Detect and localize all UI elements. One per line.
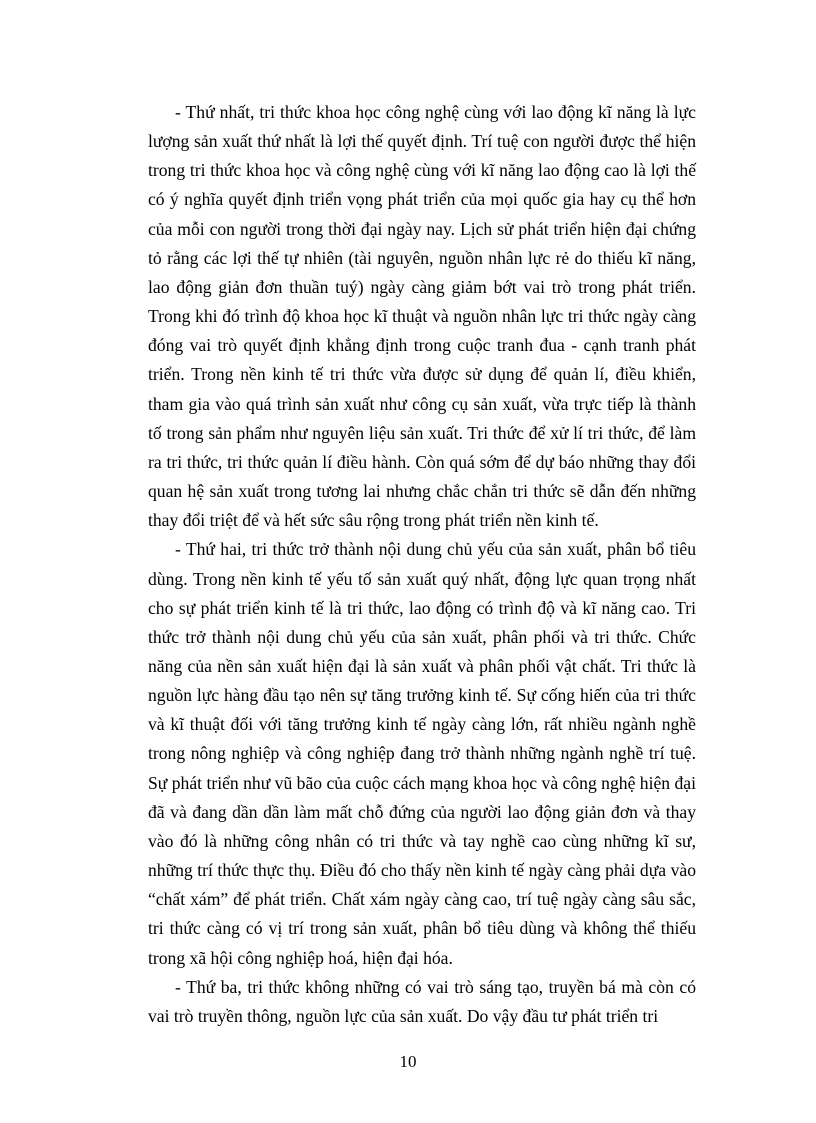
body-text [148, 98, 696, 1031]
page-number: 10 [399, 1052, 417, 1071]
paragraph-first-point: - Thứ nhất, tri thức khoa học công nghệ cùng với lao động kĩ năng là lực lượng sản xuất thứ nhất là lợi thế quyết định. Trí tuệ con người được thể hiện trong tri thức khoa học và công nghệ cùng với kĩ năng lao động cao là lợi thế có ý nghĩa quyết định triển vọng phát triển của mọi quốc gia hay cụ thể hơn của mỗi con người trong thời đại ngày nay. Lịch sử phát triển hiện đại chứng tỏ rằng các lợi thế tự nhiên (tài nguyên, nguồn nhân lực rẻ do thiếu kĩ năng, lao động giản đơn thuần tuý) ngày càng giảm bớt vai trò trong phát triển. Trong khi đó trình độ khoa học kĩ thuật và nguồn nhân lực tri thức ngày càng đóng vai trò quyết định khẳng định trong cuộc tranh đua - cạnh tranh phát triển. Trong nền kinh tế tri thức vừa được sử dụng để quản lí, điều khiển, tham gia vào quá trình sản xuất như công cụ sản xuất, vừa trực tiếp là thành tố trong sản phẩm như nguyên liệu sản xuất. Tri thức để xử lí tri thức, để làm ra tri thức, tri thức quản lí điều hành. Còn quá sớm để dự báo những thay đổi quan hệ sản xuất trong tương lai nhưng chắc chắn tri thức sẽ dẫn đến những thay đổi triệt để và hết sức sâu rộng trong phát triển nền kinh tế. [148, 102, 696, 531]
paragraph-third-point: - Thứ ba, tri thức không những có vai trò sáng tạo, truyền bá mà còn có vai trò truyền thông, nguồn lực của sản xuất. Do vậy đầu tư phát triển tri [148, 976, 696, 1026]
paragraph-second-point: - Thứ hai, tri thức trở thành nội dung chủ yếu của sản xuất, phân bổ tiêu dùng. Trong nền kinh tế yếu tố sản xuất quý nhất, động lực quan trọng nhất cho sự phát triển kinh tế là tri thức, lao động có trình độ và kĩ năng cao. Tri thức trở thành nội dung chủ yếu của sản xuất, phân phối và tri thức. Chức năng của nền sản xuất hiện đại là sản xuất và phân phối vật chất. Tri thức là nguồn lực hàng đầu tạo nên sự tăng trưởng kinh tế. Sự cống hiến của tri thức và kĩ thuật đối với tăng trưởng kinh tế ngày càng lớn, rất nhiều ngành nghề trong nông nghiệp và công nghiệp đang trở thành những ngành nghề trí tuệ. Sự phát triển như vũ bão của cuộc cách mạng khoa học và công nghệ hiện đại đã và đang dần dần làm mất chỗ đứng của người lao động giản đơn và thay vào đó là những công nhân có tri thức và tay nghề cao cùng những kĩ sư, những trí thức thực thụ. Điều đó cho thấy nền kinh tế ngày càng phải dựa vào “chất xám” để phát triển. Chất xám ngày càng cao, trí tuệ ngày càng sâu sắc, tri thức càng có vị trí trong sản xuất, phân bổ tiêu dùng và không thể thiếu trong xã hội công nghiệp hoá, hiện đại hóa. [148, 539, 696, 968]
